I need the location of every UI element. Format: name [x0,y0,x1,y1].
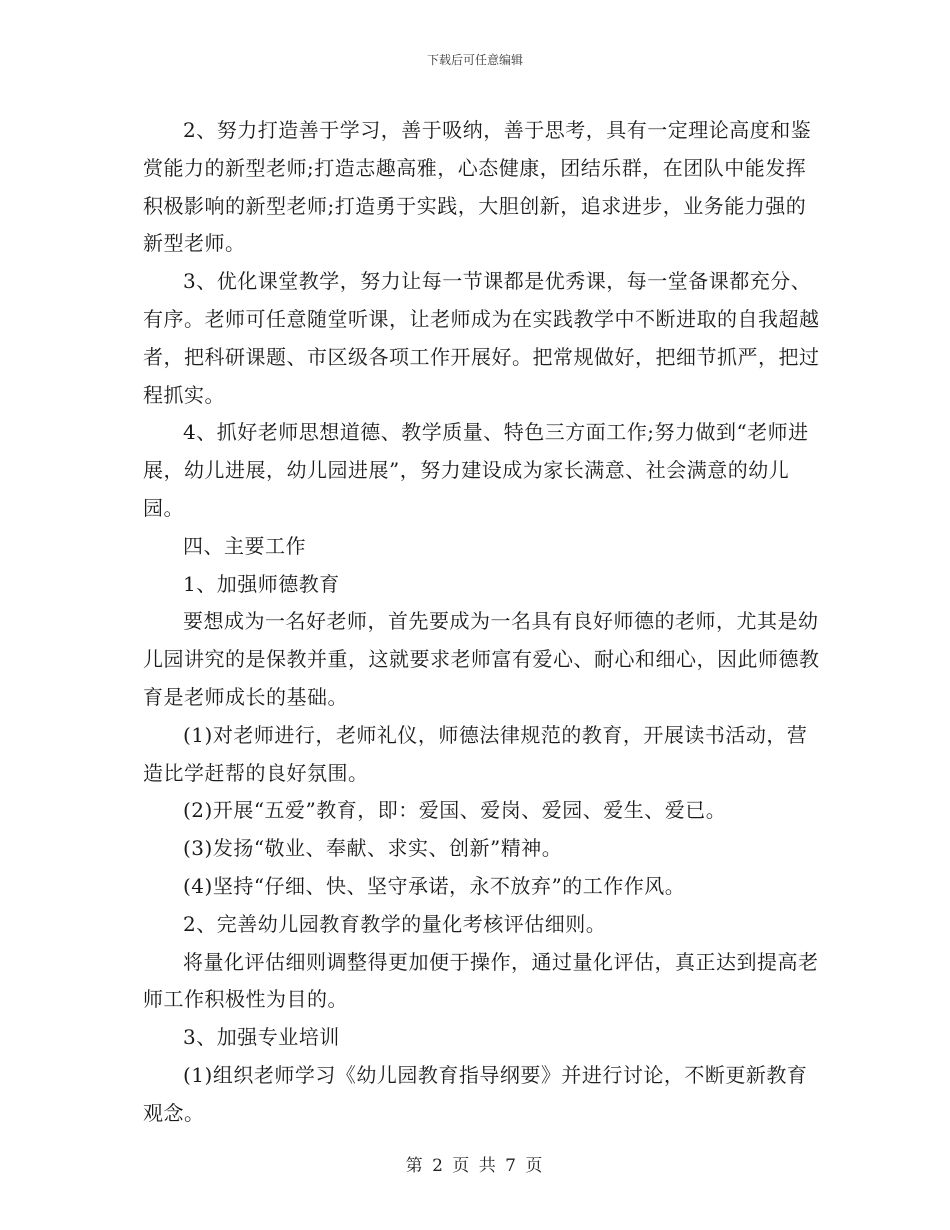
list-item-4: (4)坚持“仔细、快、坚守承诺，永不放弃”的工作作风。 [183,873,686,898]
list-item-2: (2)开展“五爱”教育，即：爱国、爱岗、爱园、爱生、爱已。 [183,798,727,823]
paragraph-goal-3: 3、优化课堂教学，努力让每一节课都是优秀课，每一堂备课都充分、有序。老师可任意随堂听课，让老师成为在实践教学中不断进取的自我超越者，把科研课题、市区级各项工作开展好。把常规做好，把细节抓严，把过程抓实。 [143,269,820,407]
subheading-training: 3、加强专业培训 [183,1025,340,1050]
page-header: 下载后可任意编辑 [426,53,523,67]
paragraph-goal-4: 4、抓好老师思想道德、教学质量、特色三方面工作;努力做到“老师进展，幼儿进展，幼儿园进展”，努力建设成为家长满意、社会满意的幼儿园。 [143,420,809,520]
list-item-training-1: (1)组织老师学习《幼儿园教育指导纲要》并进行讨论，不断更新教育观念。 [143,1062,808,1125]
paragraph-assessment: 将量化评估细则调整得更加便于操作，通过量化评估，真正达到提高老师工作积极性为目的。 [143,949,819,1012]
paragraph-ethics: 要想成为一名好老师，首先要成为一名具有良好师德的老师，尤其是幼儿园讲究的是保教并重，这就要求老师富有爱心、耐心和细心，因此师德教育是老师成长的基础。 [143,609,820,709]
subheading-ethics: 1、加强师德教育 [183,571,340,596]
section-heading-main-work: 四、主要工作 [183,533,306,558]
paragraph-goal-2: 2、努力打造善于学习，善于吸纳，善于思考，具有一定理论高度和鉴赏能力的新型老师;打造志趣高雅，心态健康，团结乐群，在团队中能发挥积极影响的新型老师;打造勇于实践，大胆创新，追求进步，业务能力强的新型老师。 [143,118,812,256]
page-number: 第 2 页 共 7 页 [405,1156,545,1176]
list-item-3: (3)发扬“敬业、奉献、求实、创新”精神。 [183,836,563,861]
document-body [143,112,823,1133]
list-item-1: (1)对老师进行，老师礼仪，师德法律规范的教育，开展读书活动，营造比学赶帮的良好氛围。 [143,722,808,785]
subheading-assessment: 2、完善幼儿园教育教学的量化考核评估细则。 [183,911,607,936]
